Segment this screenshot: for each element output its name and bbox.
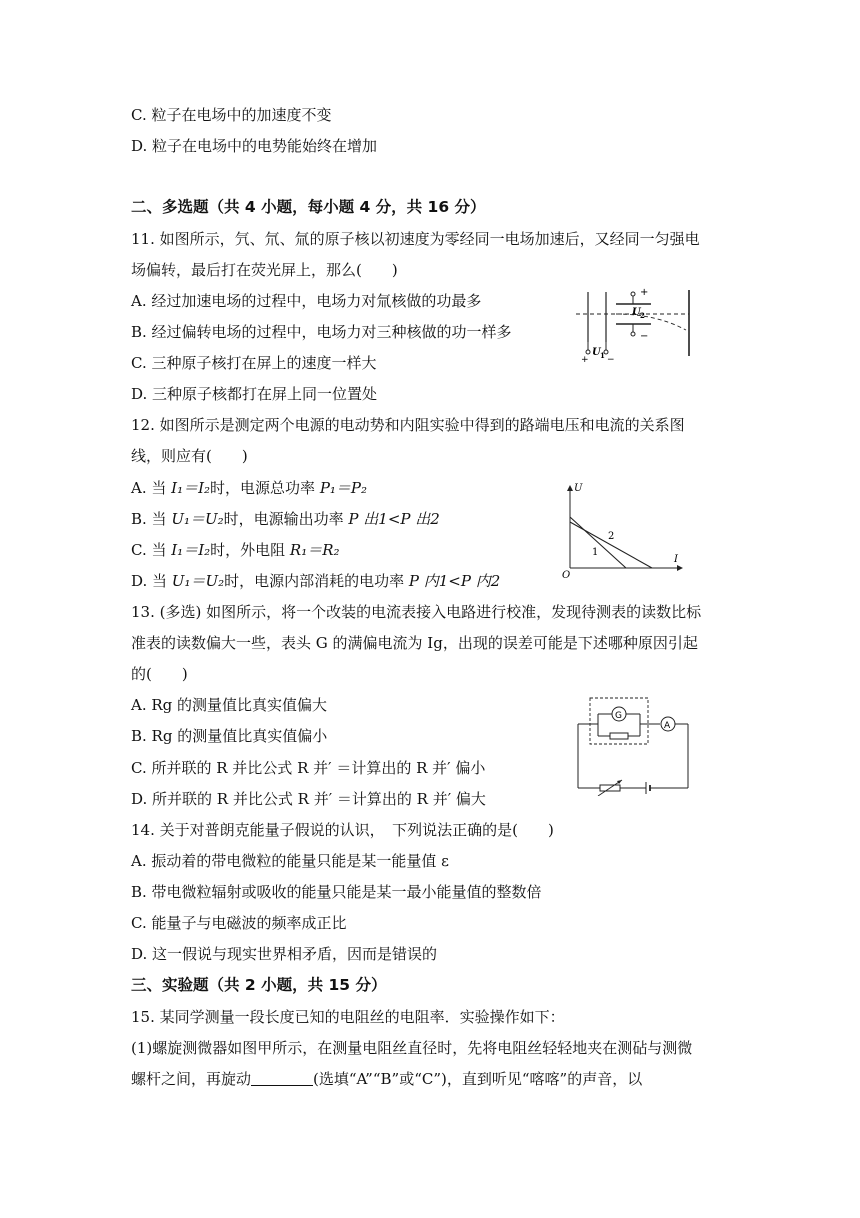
q11-option-a: A. 经过加速电场的过程中，电场力对氚核做的功最多: [131, 292, 482, 310]
q11-option-d: D. 三种原子核都打在屏上同一位置处: [131, 385, 378, 403]
q11-fig-u1-sub: 1: [600, 351, 605, 360]
q11-fig-plus-top: +: [640, 287, 649, 298]
q12-option-a: A. 当 I₁＝I₂时，电源总功率 P₁＝P₂: [131, 479, 368, 497]
q10-option-d: D. 粒子在电场中的电势能始终在增加: [131, 137, 378, 155]
svg-text:A: A: [664, 721, 671, 731]
q11-fig-u2-sub: 2: [640, 311, 645, 320]
q10-option-c: C. 粒子在电场中的加速度不变: [131, 106, 332, 124]
q13-stem-line1: 13. (多选) 如图所示，将一个改装的电流表接入电路进行校准，发现待测表的读数比标: [131, 603, 702, 621]
q11-option-b: B. 经过偏转电场的过程中，电场力对三种核做的功一样多: [131, 323, 512, 341]
q13-option-c: C. 所并联的 R 并比公式 R 并′ ＝计算出的 R 并′ 偏小: [131, 759, 486, 777]
svg-text:I: I: [674, 554, 678, 565]
q14-option-d: D. 这一假说与现实世界相矛盾，因而是错误的: [131, 945, 438, 963]
q13-calibration-circuit: [572, 696, 696, 796]
q13-stem-line2: 准表的读数偏大一些，表头 G 的满偏电流为 Ig，出现的误差可能是下述哪种原因引起: [131, 634, 698, 652]
svg-text:G: G: [615, 711, 622, 721]
q13-option-a: A. Rg 的测量值比真实值偏大: [131, 696, 328, 714]
q14-option-c: C. 能量子与电磁波的频率成正比: [131, 914, 347, 932]
q11-fig-minus-bottom: −: [640, 331, 649, 342]
svg-text:2: 2: [608, 531, 615, 542]
q11-accelerator-deflector-figure: [576, 282, 706, 364]
section-heading-experiments: 三、实验题（共 2 小题，共 15 分）: [131, 976, 387, 994]
q12-option-b: B. 当 U₁＝U₂时，电源输出功率 P 出1<P 出2: [131, 510, 440, 528]
q11-stem-line1: 11. 如图所示，氕、氘、氚的原子核以初速度为零经同一电场加速后，又经同一匀强电: [131, 230, 700, 248]
svg-text:1: 1: [592, 547, 599, 558]
q15-part1-line1: (1)螺旋测微器如图甲所示，在测量电阻丝直径时，先将电阻丝轻轻地夹在测砧与测微: [131, 1039, 693, 1057]
q11-fig-u2: U: [632, 307, 641, 318]
q13-option-d: D. 所并联的 R 并比公式 R 并′ ＝计算出的 R 并′ 偏大: [131, 790, 486, 808]
q11-option-c: C. 三种原子核打在屏上的速度一样大: [131, 354, 377, 372]
q12-option-c: C. 当 I₁＝I₂时，外电阻 R₁＝R₂: [131, 541, 340, 559]
svg-text:O: O: [562, 570, 571, 581]
svg-text:U: U: [574, 483, 583, 494]
q14-option-a: A. 振动着的带电微粒的能量只能是某一能量值 ε: [131, 852, 449, 870]
q15-answer-blank[interactable]: [251, 1071, 313, 1086]
q13-option-b: B. Rg 的测量值比真实值偏小: [131, 727, 328, 745]
q12-u-i-graph: [560, 480, 690, 582]
q12-option-d: D. 当 U₁＝U₂时，电源内部消耗的电功率 P 内1<P 内2: [131, 572, 501, 590]
q15-part1-line2: 螺杆之间，再旋动 (选填“A”“B”或“C”)，直到听见“喀喀”的声音，以: [131, 1070, 643, 1088]
section-heading-multiple-choice: 二、多选题（共 4 小题，每小题 4 分，共 16 分）: [131, 198, 486, 216]
q12-stem-line2: 线，则应有( ): [131, 447, 248, 465]
q12-stem-line1: 12. 如图所示是测定两个电源的电动势和内阻实验中得到的路端电压和电流的关系图: [131, 416, 685, 434]
q14-stem: 14. 关于对普朗克能量子假说的认识， 下列说法正确的是( ): [131, 821, 554, 839]
q13-stem-line3: 的( ): [131, 665, 188, 683]
q11-stem-line2: 场偏转，最后打在荧光屏上，那么( ): [131, 261, 398, 279]
q12-line-1: [570, 517, 626, 568]
q14-option-b: B. 带电微粒辐射或吸收的能量只能是某一最小能量值的整数倍: [131, 883, 542, 901]
q11-fig-plus-left: +: [581, 355, 589, 364]
q15-stem-line1: 15. 某同学测量一段长度已知的电阻丝的电阻率．实验操作如下：: [131, 1008, 565, 1026]
q11-fig-minus-left: −: [607, 355, 615, 364]
q11-fig-u1: U: [592, 347, 601, 358]
